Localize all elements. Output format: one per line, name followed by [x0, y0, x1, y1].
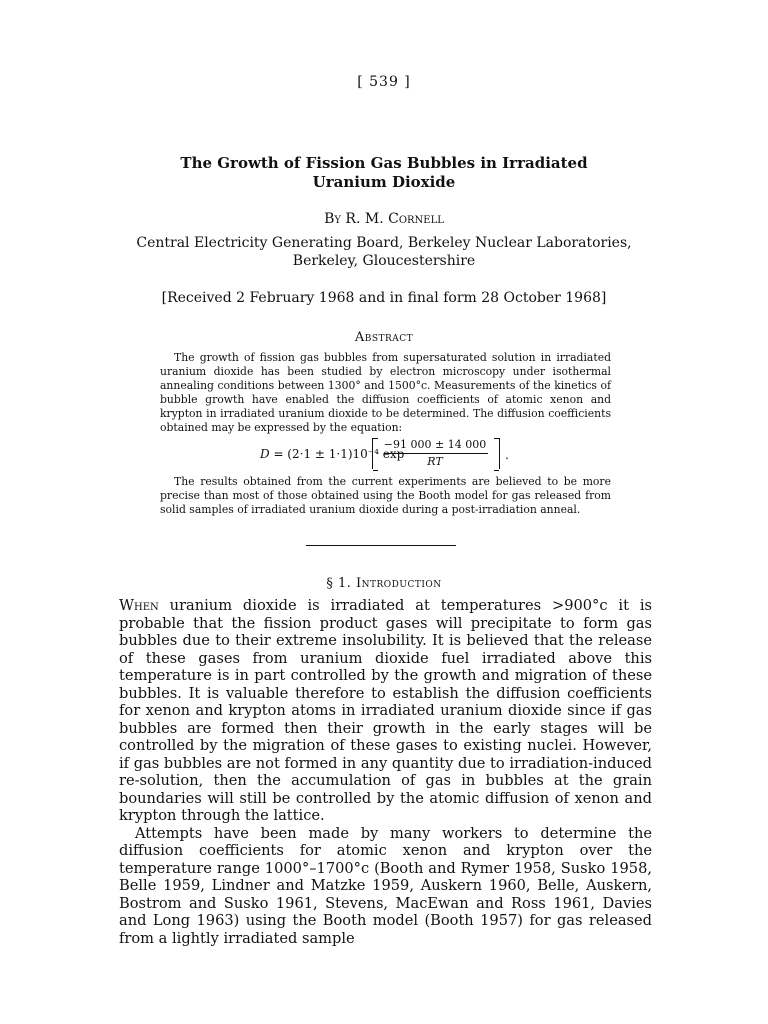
body-paragraph-1 — [119, 597, 652, 825]
paper-title — [0, 154, 768, 192]
equation-fraction-bar — [384, 453, 488, 454]
abstract-heading: Abstract — [354, 330, 414, 345]
equation-denominator: RT — [427, 455, 443, 468]
section-heading: § 1. Introduction — [326, 576, 442, 591]
body-lead-word: When — [119, 597, 159, 614]
diffusion-equation — [0, 436, 768, 472]
equation-numerator: −91 000 ± 14 000 — [383, 438, 487, 451]
author-byline: By R. M. Cornell — [324, 211, 444, 227]
body-paragraph-1-text: uranium dioxide is irradiated at temperatures >900°c it is probable that the fission product gases will precipitate to form gas bubbles due to their extreme insolubility. It is believed that the release of these gases from uranium dioxide fuel irradiated above this temperature is in part controlled by the growth and migration of these bubbles. It is valuable therefore to establish the diffusion coefficients for xenon and krypton atoms in irradiated uranium dioxide since if gas bubbles are formed then their growth in the early stages will be controlled by the migration of these gases to existing nuclei. However, if gas bubbles are not formed in any quantity due to irradiation-induced re-solution, then the accumulation of gas in bubbles at the grain boundaries will still be controlled by the atomic diffusion of xenon and krypton through the lattice. — [119, 597, 652, 824]
affiliation — [0, 234, 768, 270]
received-date: [Received 2 February 1968 and in final form 28 October 1968] — [161, 290, 607, 306]
title-line-1: The Growth of Fission Gas Bubbles in Irradiated — [180, 154, 588, 172]
section-divider — [306, 545, 456, 546]
abstract-paragraph: The growth of fission gas bubbles from supersaturated solution in irradiated uranium dioxide has been studied by electron microscopy under isothermal annealing conditions between 1300° and 1500°c. Measurements of the kinetics of bubble growth have enabled the diffusion coefficients of atomic xenon and krypton in irradiated uranium dioxide to be determined. The diffusion coefficients obtained may be expressed by the equation: — [160, 351, 611, 434]
equation-lhs-rest: = (2·1 ± 1·1)10⁻⁴ exp — [269, 447, 405, 461]
abstract-paragraph-2: The results obtained from the current experiments are believed to be more precise than most of those obtained using the Booth model for gas released from solid samples of irradiated uranium dioxide during a post-irradiation anneal. — [160, 475, 611, 516]
page-number: [ 539 ] — [357, 74, 411, 90]
title-line-2: Uranium Dioxide — [312, 173, 456, 191]
affiliation-line-2: Berkeley, Gloucestershire — [292, 253, 476, 269]
equation-end: . — [505, 448, 509, 462]
equation-symbol-d: D — [260, 447, 270, 461]
body-paragraph-2: Attempts have been made by many workers to determine the diffusion coefficients for atomic xenon and krypton over the temperature range 1000°–1700°c (Booth and Rymer 1958, Susko 1958, Belle 1959, Lindner and Matzke 1959, Auskern 1960, Belle, Auskern, Bostrom and Susko 1961, Stevens, MacEwan and Ross 1961, Davies and Long 1963) using the Booth model (Booth 1957) for gas released from a lightly irradiated sample — [119, 824, 652, 947]
body-text — [119, 597, 652, 947]
affiliation-line-1: Central Electricity Generating Board, Berkeley Nuclear Laboratories, — [136, 235, 632, 251]
